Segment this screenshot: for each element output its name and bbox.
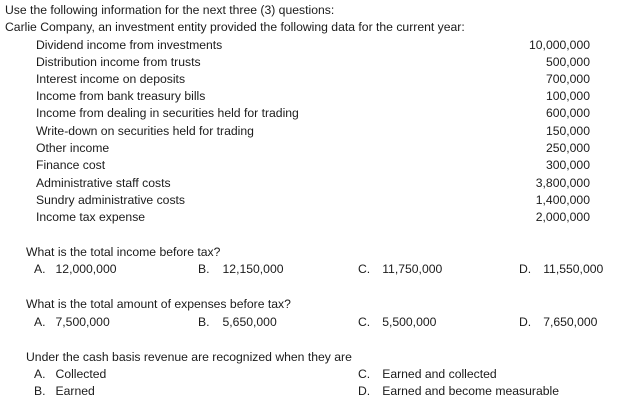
option-a[interactable] — [34, 367, 106, 381]
option-text: 11,550,000 — [543, 262, 604, 276]
instruction-text: Use the following information for the next three (3) questions: — [5, 3, 335, 17]
option-b[interactable] — [198, 262, 284, 276]
option-letter: B. — [198, 315, 210, 329]
item-amount: 1,400,000 — [535, 193, 590, 207]
option-letter: D. — [358, 384, 371, 398]
question-text: What is the total income before tax? — [26, 245, 221, 259]
item-label: Write-down on securities held for trading — [36, 124, 254, 138]
option-letter: D. — [519, 315, 532, 329]
item-label: Finance cost — [36, 158, 106, 172]
option-d[interactable] — [519, 262, 603, 276]
item-amount: 10,000,000 — [529, 38, 590, 52]
option-b[interactable] — [34, 384, 95, 398]
item-label: Other income — [36, 141, 110, 155]
item-amount: 600,000 — [545, 106, 590, 120]
option-letter: A. — [34, 315, 46, 329]
option-letter: C. — [358, 367, 371, 381]
option-letter: B. — [34, 384, 46, 398]
option-c[interactable] — [358, 315, 436, 329]
option-c[interactable] — [358, 367, 497, 381]
option-text: 11,750,000 — [382, 262, 443, 276]
item-amount: 100,000 — [545, 89, 590, 103]
option-b[interactable] — [198, 315, 277, 329]
item-amount: 250,000 — [545, 141, 590, 155]
item-amount: 700,000 — [545, 72, 590, 86]
item-amount: 150,000 — [545, 124, 590, 138]
option-text: 5,650,000 — [222, 315, 277, 329]
option-text: Earned — [55, 384, 95, 398]
item-label: Income from bank treasury bills — [36, 89, 206, 103]
item-label: Administrative staff costs — [36, 176, 171, 190]
option-text: 12,150,000 — [222, 262, 284, 276]
option-d[interactable] — [519, 315, 597, 329]
option-letter: C. — [358, 262, 371, 276]
item-amount: 3,800,000 — [535, 176, 590, 190]
option-d[interactable] — [358, 384, 559, 398]
question-text: What is the total amount of expenses before tax? — [26, 297, 291, 311]
option-text: 5,500,000 — [382, 315, 437, 329]
option-text: Earned and become measurable — [382, 384, 560, 398]
option-text: Collected — [55, 367, 107, 381]
option-letter: C. — [358, 315, 371, 329]
option-letter: A. — [34, 367, 46, 381]
option-a[interactable] — [34, 315, 110, 329]
option-c[interactable] — [358, 262, 442, 276]
option-text: 12,000,000 — [55, 262, 117, 276]
option-a[interactable] — [34, 262, 117, 276]
item-label: Income from dealing in securities held for trading — [36, 106, 299, 120]
item-label: Interest income on deposits — [36, 72, 186, 86]
question-text: Under the cash basis revenue are recognized when they are — [26, 350, 352, 364]
option-letter: B. — [198, 262, 210, 276]
item-label: Distribution income from trusts — [36, 55, 201, 69]
item-amount: 300,000 — [545, 158, 590, 172]
option-text: Earned and collected — [382, 367, 497, 381]
option-letter: A. — [34, 262, 46, 276]
item-label: Sundry administrative costs — [36, 193, 186, 207]
option-text: 7,500,000 — [55, 315, 110, 329]
option-letter: D. — [519, 262, 532, 276]
item-amount: 500,000 — [545, 55, 590, 69]
intro-text: Carlie Company, an investment entity provided the following data for the current year: — [5, 20, 465, 34]
option-text: 7,650,000 — [543, 315, 598, 329]
item-label: Dividend income from investments — [36, 38, 223, 52]
item-label: Income tax expense — [36, 210, 146, 224]
item-amount: 2,000,000 — [535, 210, 590, 224]
